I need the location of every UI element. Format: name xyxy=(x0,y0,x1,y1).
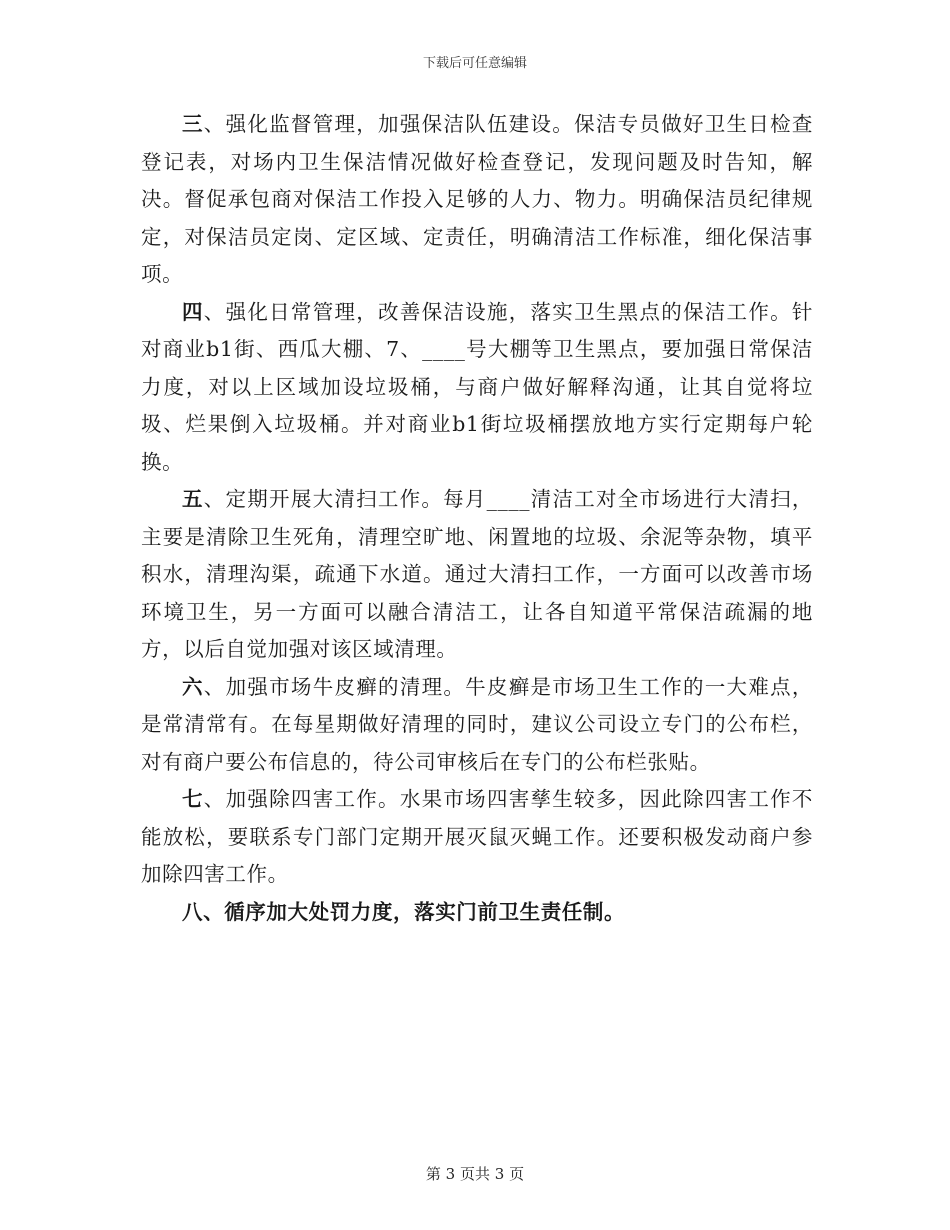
paragraph-lead: 五 xyxy=(182,487,204,511)
page-number-footer: 第 3 页共 3 页 xyxy=(425,1165,525,1183)
paragraph-seven xyxy=(141,781,813,894)
paragraph-lead: 六 xyxy=(182,674,204,699)
paragraph-three xyxy=(141,106,813,294)
paragraph-text: 、加强市场牛皮癣的清理。牛皮癣是市场卫生工作的一大难点，是常清常有。在每星期做好清理的同时，建议公司设立专门的公布栏，对有商户要公布信息的，待公司审核后在专门的公布栏张贴。 xyxy=(141,674,813,774)
document-body xyxy=(141,106,813,931)
paragraph-eight: 八、循序加大处罚力度，落实门前卫生责任制。 xyxy=(182,899,626,924)
paragraph-lead: 四 xyxy=(182,299,204,324)
paragraph-text: 、定期开展大清扫工作。每月____清洁工对全市场进行大清扫，主要是清除卫生死角，清理空旷地、闲置地的垃圾、余泥等杂物，填平积水，清理沟渠，疏通下水道。通过大清扫工作，一方面可以改善市场环境卫生，另一方面可以融合清洁工，让各自知道平常保洁疏漏的地方，以后自觉加强对该区域清理。 xyxy=(141,487,813,661)
paragraph-four xyxy=(141,294,813,482)
paragraph-text: 、强化日常管理，改善保洁设施，落实卫生黑点的保洁工作。针对商业b1街、西瓜大棚、7、____号大棚等卫生黑点，要加强日常保洁力度，对以上区域加设垃圾桶，与商户做好解释沟通，让其自觉将垃圾、烂果倒入垃圾桶。并对商业b1街垃圾桶摆放地方实行定期每户轮换。 xyxy=(141,299,813,474)
paragraph-lead: 七 xyxy=(182,787,204,811)
paragraph-text: 、强化监督管理，加强保洁队伍建设。保洁专员做好卫生日检查登记表，对场内卫生保洁情况做好检查登记，发现问题及时告知，解决。督促承包商对保洁工作投入足够的人力、物力。明确保洁员纪律规定，对保洁员定岗、定区域、定责任，明确清洁工作标准，细化保洁事项。 xyxy=(141,112,813,286)
page-header: 下载后可任意编辑 xyxy=(422,56,527,71)
paragraph-five xyxy=(141,481,813,669)
paragraph-text: 、加强除四害工作。水果市场四害孳生较多，因此除四害工作不能放松，要联系专门部门定期开展灭鼠灭蝇工作。还要积极发动商户参加除四害工作。 xyxy=(141,787,813,886)
paragraph-six xyxy=(141,669,813,782)
paragraph-lead: 三 xyxy=(182,112,204,136)
